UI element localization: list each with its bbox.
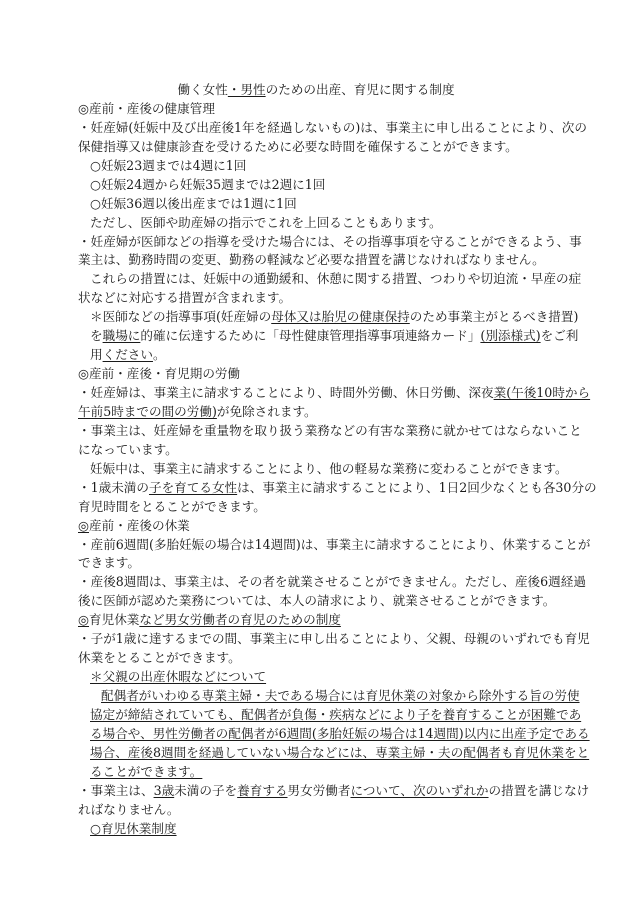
underlined-text: 場合、産後8週間を経過していない場合などには、専業主婦・夫の配偶者も育児休業をと bbox=[90, 744, 590, 760]
text-line bbox=[78, 100, 554, 119]
text-segment: ＊医師などの指導事項(妊産婦の bbox=[90, 309, 272, 325]
text-segment: 後に医師が認めた業務については、本人の請求により、就業させることができます。 bbox=[78, 593, 556, 609]
text-segment: が免除されます。 bbox=[216, 403, 317, 419]
text-segment: 休業をとることができます。 bbox=[78, 650, 241, 666]
text-line bbox=[78, 327, 579, 346]
text-line bbox=[78, 441, 554, 460]
text-segment: 男女労働者 bbox=[287, 782, 351, 798]
text-line bbox=[78, 782, 590, 801]
text-line bbox=[78, 422, 582, 441]
text-line bbox=[78, 308, 579, 327]
text-line bbox=[78, 687, 580, 706]
underlined-text: 母体又は胎児の健康保持 bbox=[271, 309, 410, 325]
text-segment: を bbox=[90, 328, 103, 344]
text-line bbox=[78, 517, 554, 536]
text-line bbox=[78, 820, 554, 839]
text-segment: 保健指導又は健康診査を受けるために必要な時間を確保することができます。 bbox=[78, 138, 518, 154]
text-segment: のため事業主がとるべき措置) bbox=[409, 309, 579, 325]
text-segment: ○妊娠36週以後出産までは1週に1回 bbox=[90, 195, 297, 211]
text-line bbox=[78, 592, 554, 611]
underlined-text: (別添様式) bbox=[480, 328, 541, 344]
text-line bbox=[78, 119, 587, 138]
text-line bbox=[78, 630, 590, 649]
text-line bbox=[78, 554, 554, 573]
text-segment: 妊娠中は、事業主に請求することにより、他の軽易な業務に変わることができます。 bbox=[90, 460, 568, 476]
text-line bbox=[78, 725, 590, 744]
text-segment: ◎産前・産後・育児期の労働 bbox=[78, 366, 241, 382]
underlined-text: 子を育てる女性 bbox=[148, 479, 238, 495]
text-line bbox=[78, 157, 554, 176]
text-line bbox=[78, 346, 554, 365]
text-segment: ・妊産婦(妊娠中及び出産後1年を経過しないもの)は、事業主に申し出ることにより、次の bbox=[78, 119, 587, 135]
document-title bbox=[78, 81, 554, 100]
text-line bbox=[78, 801, 554, 820]
text-line bbox=[78, 138, 554, 157]
text-line bbox=[78, 195, 554, 214]
text-line bbox=[78, 403, 554, 422]
text-line bbox=[78, 536, 591, 555]
text-segment: 状などに対応する措置が含まれます。 bbox=[78, 290, 292, 306]
text-line bbox=[78, 251, 554, 270]
text-segment: ・子が1歳に達するまでの間、事業主に申し出ることにより、父親、母親のいずれでも育児 bbox=[78, 631, 590, 647]
text-segment: ・1歳未満の bbox=[78, 479, 149, 495]
text-line bbox=[78, 365, 554, 384]
text-line bbox=[78, 763, 554, 782]
text-segment: 未満の子を bbox=[174, 782, 238, 798]
underlined-text: る場合や、男性労働者の配偶者が6週間(多胎妊娠の場合は14週間)以内に出産予定である bbox=[90, 725, 590, 741]
underlined-text: について、次のいずれか bbox=[350, 782, 489, 798]
text-segment: できます。 bbox=[78, 555, 140, 571]
text-segment: ・産後8週間は、事業主は、その者を就業させることができません。ただし、産後6週経過 bbox=[78, 574, 586, 590]
underlined-text: ◎ bbox=[78, 517, 89, 533]
text-segment: の措置を講じなけ bbox=[488, 782, 590, 798]
text-segment: ○妊娠23週までは4週に1回 bbox=[90, 157, 247, 173]
text-line bbox=[78, 270, 582, 289]
text-line bbox=[78, 573, 586, 592]
document-lines bbox=[78, 100, 597, 839]
underlined-text: ることができます。 bbox=[90, 763, 203, 779]
text-line bbox=[78, 289, 554, 308]
text-segment: になっています。 bbox=[78, 441, 178, 457]
underlined-text: 配偶者がいわゆる専業主婦・夫である場合には育児休業の対象から除外する旨の労使 bbox=[101, 688, 580, 703]
text-segment: ・産前6週間(多胎妊娠の場合は14週間)は、事業主に請求することにより、休業することが bbox=[78, 536, 591, 552]
underlined-text: 職場に bbox=[102, 328, 141, 344]
text-segment: 的確に伝達するために「母性健康管理指導事項連絡カード」 bbox=[140, 328, 481, 344]
text-line bbox=[78, 233, 582, 252]
text-segment: 育児時間をとることができます。 bbox=[78, 498, 266, 514]
document-body bbox=[78, 81, 597, 839]
text-line bbox=[78, 479, 597, 498]
text-line bbox=[78, 706, 582, 725]
underlined-text: ○育児休業制度 bbox=[90, 820, 177, 836]
text-segment: 業主は、勤務時間の変更、勤務の軽減など必要な措置を講じなければなりません。 bbox=[78, 252, 545, 268]
text-segment: のための出産、育児に関する制度 bbox=[265, 82, 455, 97]
text-segment: をご利 bbox=[540, 328, 579, 344]
underlined-text: ◎ bbox=[78, 612, 89, 628]
underlined-text: 3歳 bbox=[153, 782, 175, 798]
underlined-text: 午前5時までの間の労働) bbox=[78, 403, 217, 419]
text-line bbox=[78, 214, 554, 233]
text-segment: は、事業主に請求することにより、1日2回少なくとも各30分の bbox=[237, 479, 597, 495]
text-line bbox=[78, 460, 568, 479]
underlined-text: 協定が締結されていても、配偶者が負傷・疾病などにより子を養育することが困難であ bbox=[90, 706, 582, 722]
text-line bbox=[78, 744, 590, 763]
text-segment: ・妊産婦は、事業主に請求することにより、時間外労働、休日労働、深夜 bbox=[78, 385, 494, 400]
text-segment: ただし、医師や助産婦の指示でこれを上回ることもあります。 bbox=[90, 214, 442, 230]
text-segment: ればなりません。 bbox=[78, 801, 180, 817]
text-line bbox=[78, 176, 554, 195]
text-line bbox=[78, 668, 554, 687]
text-segment: 育児休業 bbox=[89, 612, 140, 628]
text-line bbox=[78, 649, 554, 668]
underlined-text: など男女労働者の育児のための制度 bbox=[139, 612, 341, 628]
text-line bbox=[78, 384, 591, 403]
text-segment: 用 bbox=[90, 347, 103, 363]
underlined-text: ＊父親の出産休暇などについて bbox=[90, 669, 267, 685]
text-segment: ・事業主は、 bbox=[78, 782, 154, 798]
text-segment: 働く女性 bbox=[177, 82, 228, 97]
text-segment: ◎産前・産後の健康管理 bbox=[78, 100, 215, 116]
underlined-text: 養育する bbox=[237, 782, 288, 798]
underlined-text: ・男性 bbox=[227, 82, 266, 97]
underlined-text: 業(午後10時から bbox=[493, 385, 591, 400]
text-segment: ・妊産婦が医師などの指導を受けた場合には、その指導事項を守ることができるよう、事 bbox=[78, 233, 582, 249]
text-segment: ・事業主は、妊産婦を重量物を取り扱う業務などの有害な業務に就かせてはならないこと bbox=[78, 422, 582, 438]
text-segment: ○妊娠24週から妊娠35週までは2週に1回 bbox=[90, 176, 326, 192]
text-line bbox=[78, 611, 554, 630]
text-segment: これらの措置には、妊娠中の通勤緩和、休憩に関する措置、つわりや切迫流・早産の症 bbox=[90, 271, 582, 287]
text-line bbox=[78, 498, 554, 517]
text-segment: 産前・産後の休業 bbox=[89, 517, 190, 533]
text-segment: 。 bbox=[152, 347, 166, 363]
underlined-text: ください bbox=[102, 347, 153, 363]
